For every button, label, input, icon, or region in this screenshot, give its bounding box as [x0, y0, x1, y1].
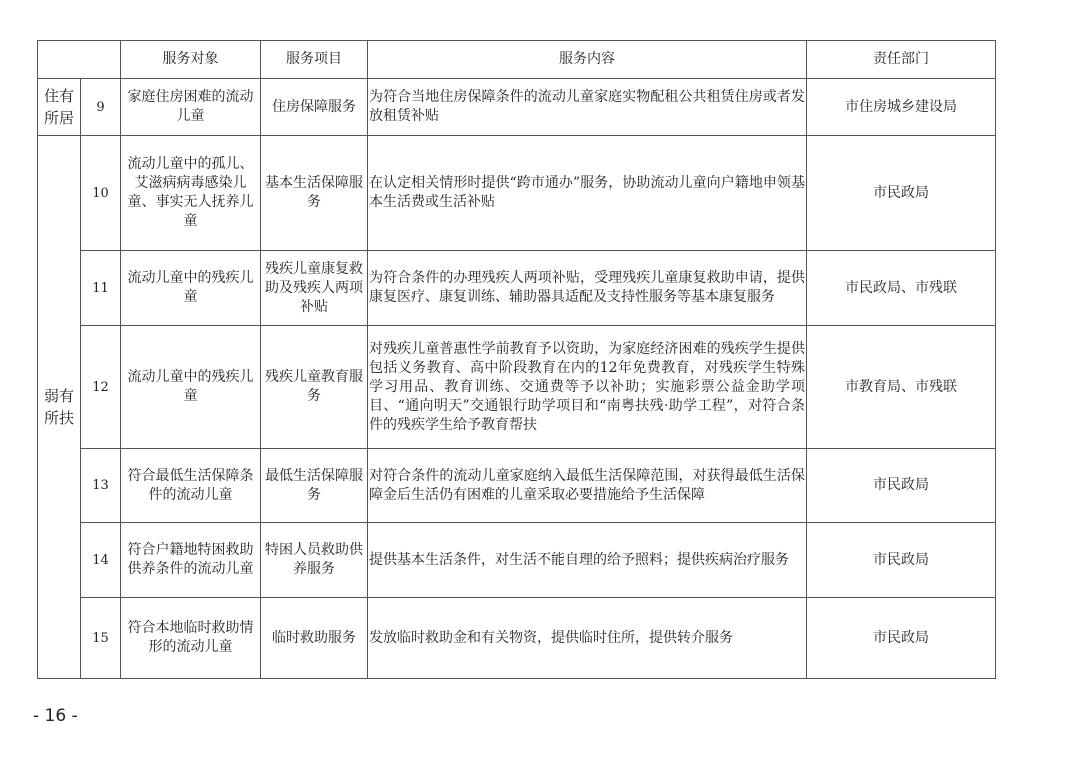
category-cell: 弱有所扶 — [38, 136, 81, 679]
header-blank — [38, 41, 121, 79]
table-row — [38, 251, 996, 326]
service-content: 为符合条件的办理残疾人两项补贴，受理残疾儿童康复救助申请，提供康复医疗、康复训练、辅助器具适配及支持性服务等基本康复服务 — [368, 251, 807, 326]
responsible-dept: 市住房城乡建设局 — [807, 79, 996, 136]
service-item: 住房保障服务 — [261, 79, 368, 136]
service-target: 流动儿童中的孤儿、艾滋病病毒感染儿童、事实无人抚养儿童 — [121, 136, 261, 251]
service-item: 最低生活保障服务 — [261, 449, 368, 523]
service-content: 发放临时救助金和有关物资，提供临时住所，提供转介服务 — [368, 598, 807, 679]
row-number: 9 — [81, 79, 121, 136]
row-number: 12 — [81, 326, 121, 449]
responsible-dept: 市教育局、市残联 — [807, 326, 996, 449]
service-item: 残疾儿童康复救助及残疾人两项补贴 — [261, 251, 368, 326]
row-number: 13 — [81, 449, 121, 523]
service-item: 基本生活保障服务 — [261, 136, 368, 251]
table-header-row — [38, 41, 996, 79]
services-table — [37, 40, 996, 679]
responsible-dept: 市民政局 — [807, 598, 996, 679]
responsible-dept: 市民政局 — [807, 136, 996, 251]
service-target: 符合本地临时救助情形的流动儿童 — [121, 598, 261, 679]
service-content: 提供基本生活条件，对生活不能自理的给予照料；提供疾病治疗服务 — [368, 523, 807, 598]
category-cell: 住有所居 — [38, 79, 81, 136]
header-dept: 责任部门 — [807, 41, 996, 79]
responsible-dept: 市民政局 — [807, 449, 996, 523]
service-item: 特困人员救助供养服务 — [261, 523, 368, 598]
table-row — [38, 326, 996, 449]
page-number: - 16 - — [33, 706, 78, 726]
service-target: 家庭住房困难的流动儿童 — [121, 79, 261, 136]
service-content: 对符合条件的流动儿童家庭纳入最低生活保障范围，对获得最低生活保障金后生活仍有困难的儿童采取必要措施给予生活保障 — [368, 449, 807, 523]
header-content: 服务内容 — [368, 41, 807, 79]
service-item: 残疾儿童教育服务 — [261, 326, 368, 449]
table-row — [38, 136, 996, 251]
service-target: 符合户籍地特困救助供养条件的流动儿童 — [121, 523, 261, 598]
service-item: 临时救助服务 — [261, 598, 368, 679]
service-content: 在认定相关情形时提供“跨市通办”服务，协助流动儿童向户籍地申领基本生活费或生活补贴 — [368, 136, 807, 251]
service-target: 符合最低生活保障条件的流动儿童 — [121, 449, 261, 523]
service-target: 流动儿童中的残疾儿童 — [121, 251, 261, 326]
row-number: 14 — [81, 523, 121, 598]
service-content: 为符合当地住房保障条件的流动儿童家庭实物配租公共租赁住房或者发放租赁补贴 — [368, 79, 807, 136]
header-item: 服务项目 — [261, 41, 368, 79]
service-target: 流动儿童中的残疾儿童 — [121, 326, 261, 449]
service-content: 对残疾儿童普惠性学前教育予以资助，为家庭经济困难的残疾学生提供包括义务教育、高中阶段教育在内的12年免费教育，对残疾学生特殊学习用品、教育训练、交通费等予以补助；实施彩票公益金助学项目、“通向明天”交通银行助学项目和“南粤扶残·助学工程”，对符合条件的残疾学生给予教育帮扶 — [368, 326, 807, 449]
row-number: 15 — [81, 598, 121, 679]
header-target: 服务对象 — [121, 41, 261, 79]
responsible-dept: 市民政局、市残联 — [807, 251, 996, 326]
table-row — [38, 79, 996, 136]
row-number: 10 — [81, 136, 121, 251]
responsible-dept: 市民政局 — [807, 523, 996, 598]
row-number: 11 — [81, 251, 121, 326]
table-row — [38, 523, 996, 598]
table-row — [38, 598, 996, 679]
table-row — [38, 449, 996, 523]
